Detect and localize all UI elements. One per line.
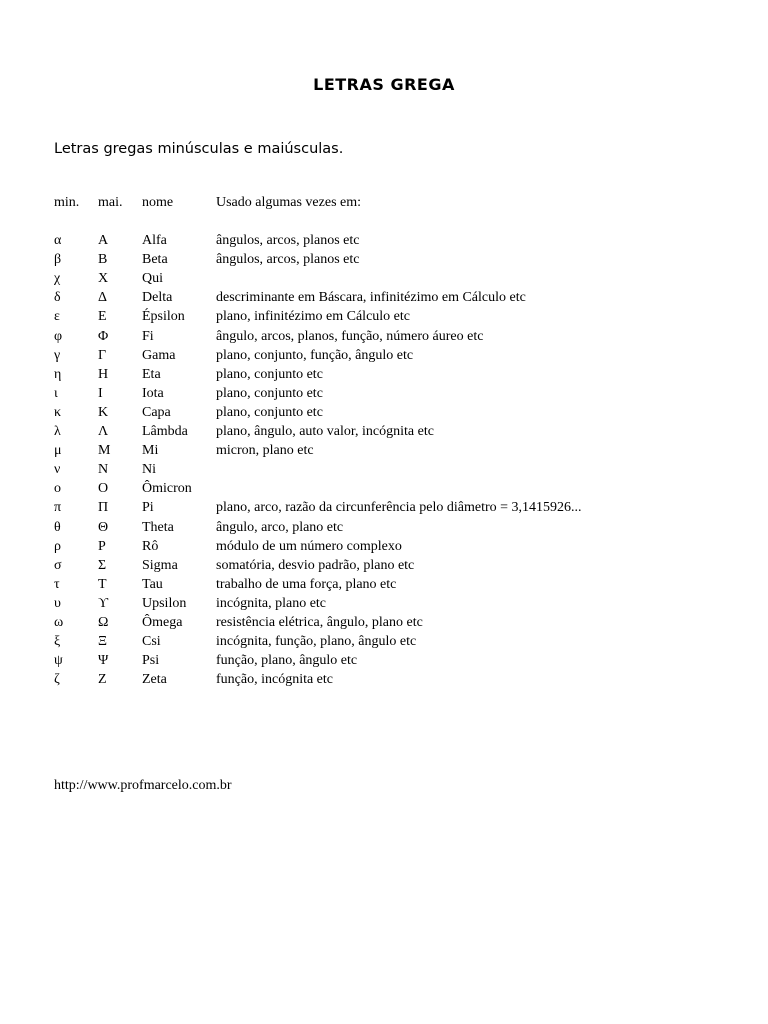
lowercase-letter: λ (54, 424, 61, 440)
letter-usage: resistência elétrica, ângulo, plano etc (216, 614, 423, 630)
letter-name: Lâmbda (142, 424, 188, 440)
letter-name: Pi (142, 500, 154, 516)
lowercase-letter: ε (54, 309, 60, 325)
uppercase-letter: Κ (98, 404, 109, 420)
letter-usage: plano, ângulo, auto valor, incógnita etc (216, 424, 434, 440)
lowercase-letter: τ (54, 576, 60, 592)
footer-url: http://www.profmarcelo.com.br (54, 778, 232, 793)
header-mai: mai. (98, 195, 123, 210)
letter-usage: função, incógnita etc (216, 672, 334, 688)
uppercase-letter: Χ (98, 271, 109, 287)
uppercase-letter: Θ (98, 519, 109, 535)
letter-usage: trabalho de uma força, plano etc (216, 576, 397, 592)
lowercase-letter: γ (54, 347, 61, 363)
letter-usage: incógnita, função, plano, ângulo etc (216, 634, 417, 650)
uppercase-letter: Ζ (98, 672, 107, 688)
lowercase-letter: υ (54, 595, 61, 611)
header-uso: Usado algumas vezes em: (216, 195, 362, 210)
lowercase-letter: ο (54, 481, 61, 497)
letter-name: Épsilon (142, 309, 185, 325)
letter-usage: plano, conjunto etc (216, 404, 323, 420)
uppercase-letter: Λ (98, 424, 109, 440)
letter-name: Ni (142, 462, 156, 478)
letter-usage: descriminante em Báscara, infinitézimo em Cálculo etc (216, 290, 526, 306)
letter-name: Gama (142, 347, 176, 363)
lowercase-letter: β (54, 252, 62, 268)
letter-name: Ômicron (142, 481, 192, 497)
letter-usage: ângulos, arcos, planos etc (216, 233, 360, 249)
lowercase-letter: ρ (54, 538, 61, 554)
uppercase-letter: Β (98, 252, 108, 268)
page-subtitle: Letras gregas minúsculas e maiúsculas. (54, 141, 344, 157)
letter-usage: ângulo, arcos, planos, função, número áureo etc (216, 328, 484, 344)
lowercase-letter: ξ (54, 634, 61, 650)
letter-usage: plano, infinitézimo em Cálculo etc (216, 309, 410, 325)
uppercase-letter: Ρ (98, 538, 106, 554)
lowercase-letter: η (54, 366, 62, 382)
header-nome: nome (142, 195, 174, 210)
lowercase-letter: κ (54, 404, 62, 420)
uppercase-letter: Π (98, 500, 109, 516)
lowercase-letter: ν (54, 462, 61, 478)
uppercase-letter: ϒ (98, 595, 109, 611)
lowercase-letter: θ (54, 519, 61, 535)
letter-name: Mi (142, 443, 159, 459)
lowercase-letter: μ (54, 443, 62, 459)
letter-name: Rô (142, 538, 159, 554)
uppercase-letter: Φ (98, 328, 109, 344)
letter-usage: plano, conjunto etc (216, 385, 323, 401)
header-min: min. (54, 195, 80, 210)
letter-name: Tau (142, 576, 163, 592)
uppercase-letter: Ν (98, 462, 109, 478)
letter-name: Csi (142, 634, 161, 650)
letter-name: Psi (142, 653, 160, 669)
lowercase-letter: χ (54, 271, 61, 287)
lowercase-letter: δ (54, 290, 61, 306)
letter-usage: micron, plano etc (216, 443, 314, 459)
uppercase-letter: Η (98, 366, 109, 382)
uppercase-letter: Α (98, 233, 109, 249)
letter-name: Iota (142, 385, 164, 401)
letter-usage: plano, conjunto, função, ângulo etc (216, 347, 414, 363)
uppercase-letter: Μ (98, 443, 111, 459)
uppercase-letter: Σ (98, 557, 107, 573)
lowercase-letter: σ (54, 557, 62, 573)
lowercase-letter: ζ (54, 672, 60, 688)
lowercase-letter: ω (54, 614, 64, 630)
lowercase-letter: φ (54, 328, 63, 344)
uppercase-letter: Τ (98, 576, 107, 592)
letter-usage: plano, arco, razão da circunferência pelo diâmetro = 3,1415926... (216, 500, 582, 516)
letter-name: Beta (142, 252, 168, 268)
letter-usage: ângulo, arco, plano etc (216, 519, 344, 535)
letter-name: Ômega (142, 614, 183, 630)
letter-name: Eta (142, 366, 161, 382)
letter-usage: somatória, desvio padrão, plano etc (216, 557, 415, 573)
letter-name: Fi (142, 328, 154, 344)
letter-name: Sigma (142, 557, 178, 573)
uppercase-letter: Ξ (98, 634, 108, 650)
uppercase-letter: Δ (98, 290, 108, 306)
uppercase-letter: Ε (98, 309, 107, 325)
letter-name: Capa (142, 404, 171, 420)
letter-usage: ângulos, arcos, planos etc (216, 252, 360, 268)
letter-name: Upsilon (142, 595, 187, 611)
letter-usage: plano, conjunto etc (216, 366, 323, 382)
uppercase-letter: Ο (98, 481, 109, 497)
letter-name: Alfa (142, 233, 167, 249)
lowercase-letter: π (54, 500, 62, 516)
letter-name: Delta (142, 290, 173, 306)
lowercase-letter: α (54, 233, 62, 249)
letter-name: Zeta (142, 672, 167, 688)
letter-name: Theta (142, 519, 174, 535)
letter-name: Qui (142, 271, 163, 287)
letter-usage: função, plano, ângulo etc (216, 653, 358, 669)
letter-usage: incógnita, plano etc (216, 595, 327, 611)
uppercase-letter: Ψ (98, 653, 109, 669)
uppercase-letter: Γ (98, 347, 107, 363)
page-title: LETRAS GREGA (313, 75, 455, 94)
uppercase-letter: Ω (98, 614, 109, 630)
lowercase-letter: ψ (54, 653, 63, 669)
lowercase-letter: ι (54, 385, 58, 401)
letter-usage: módulo de um número complexo (216, 538, 402, 554)
uppercase-letter: Ι (98, 385, 103, 401)
